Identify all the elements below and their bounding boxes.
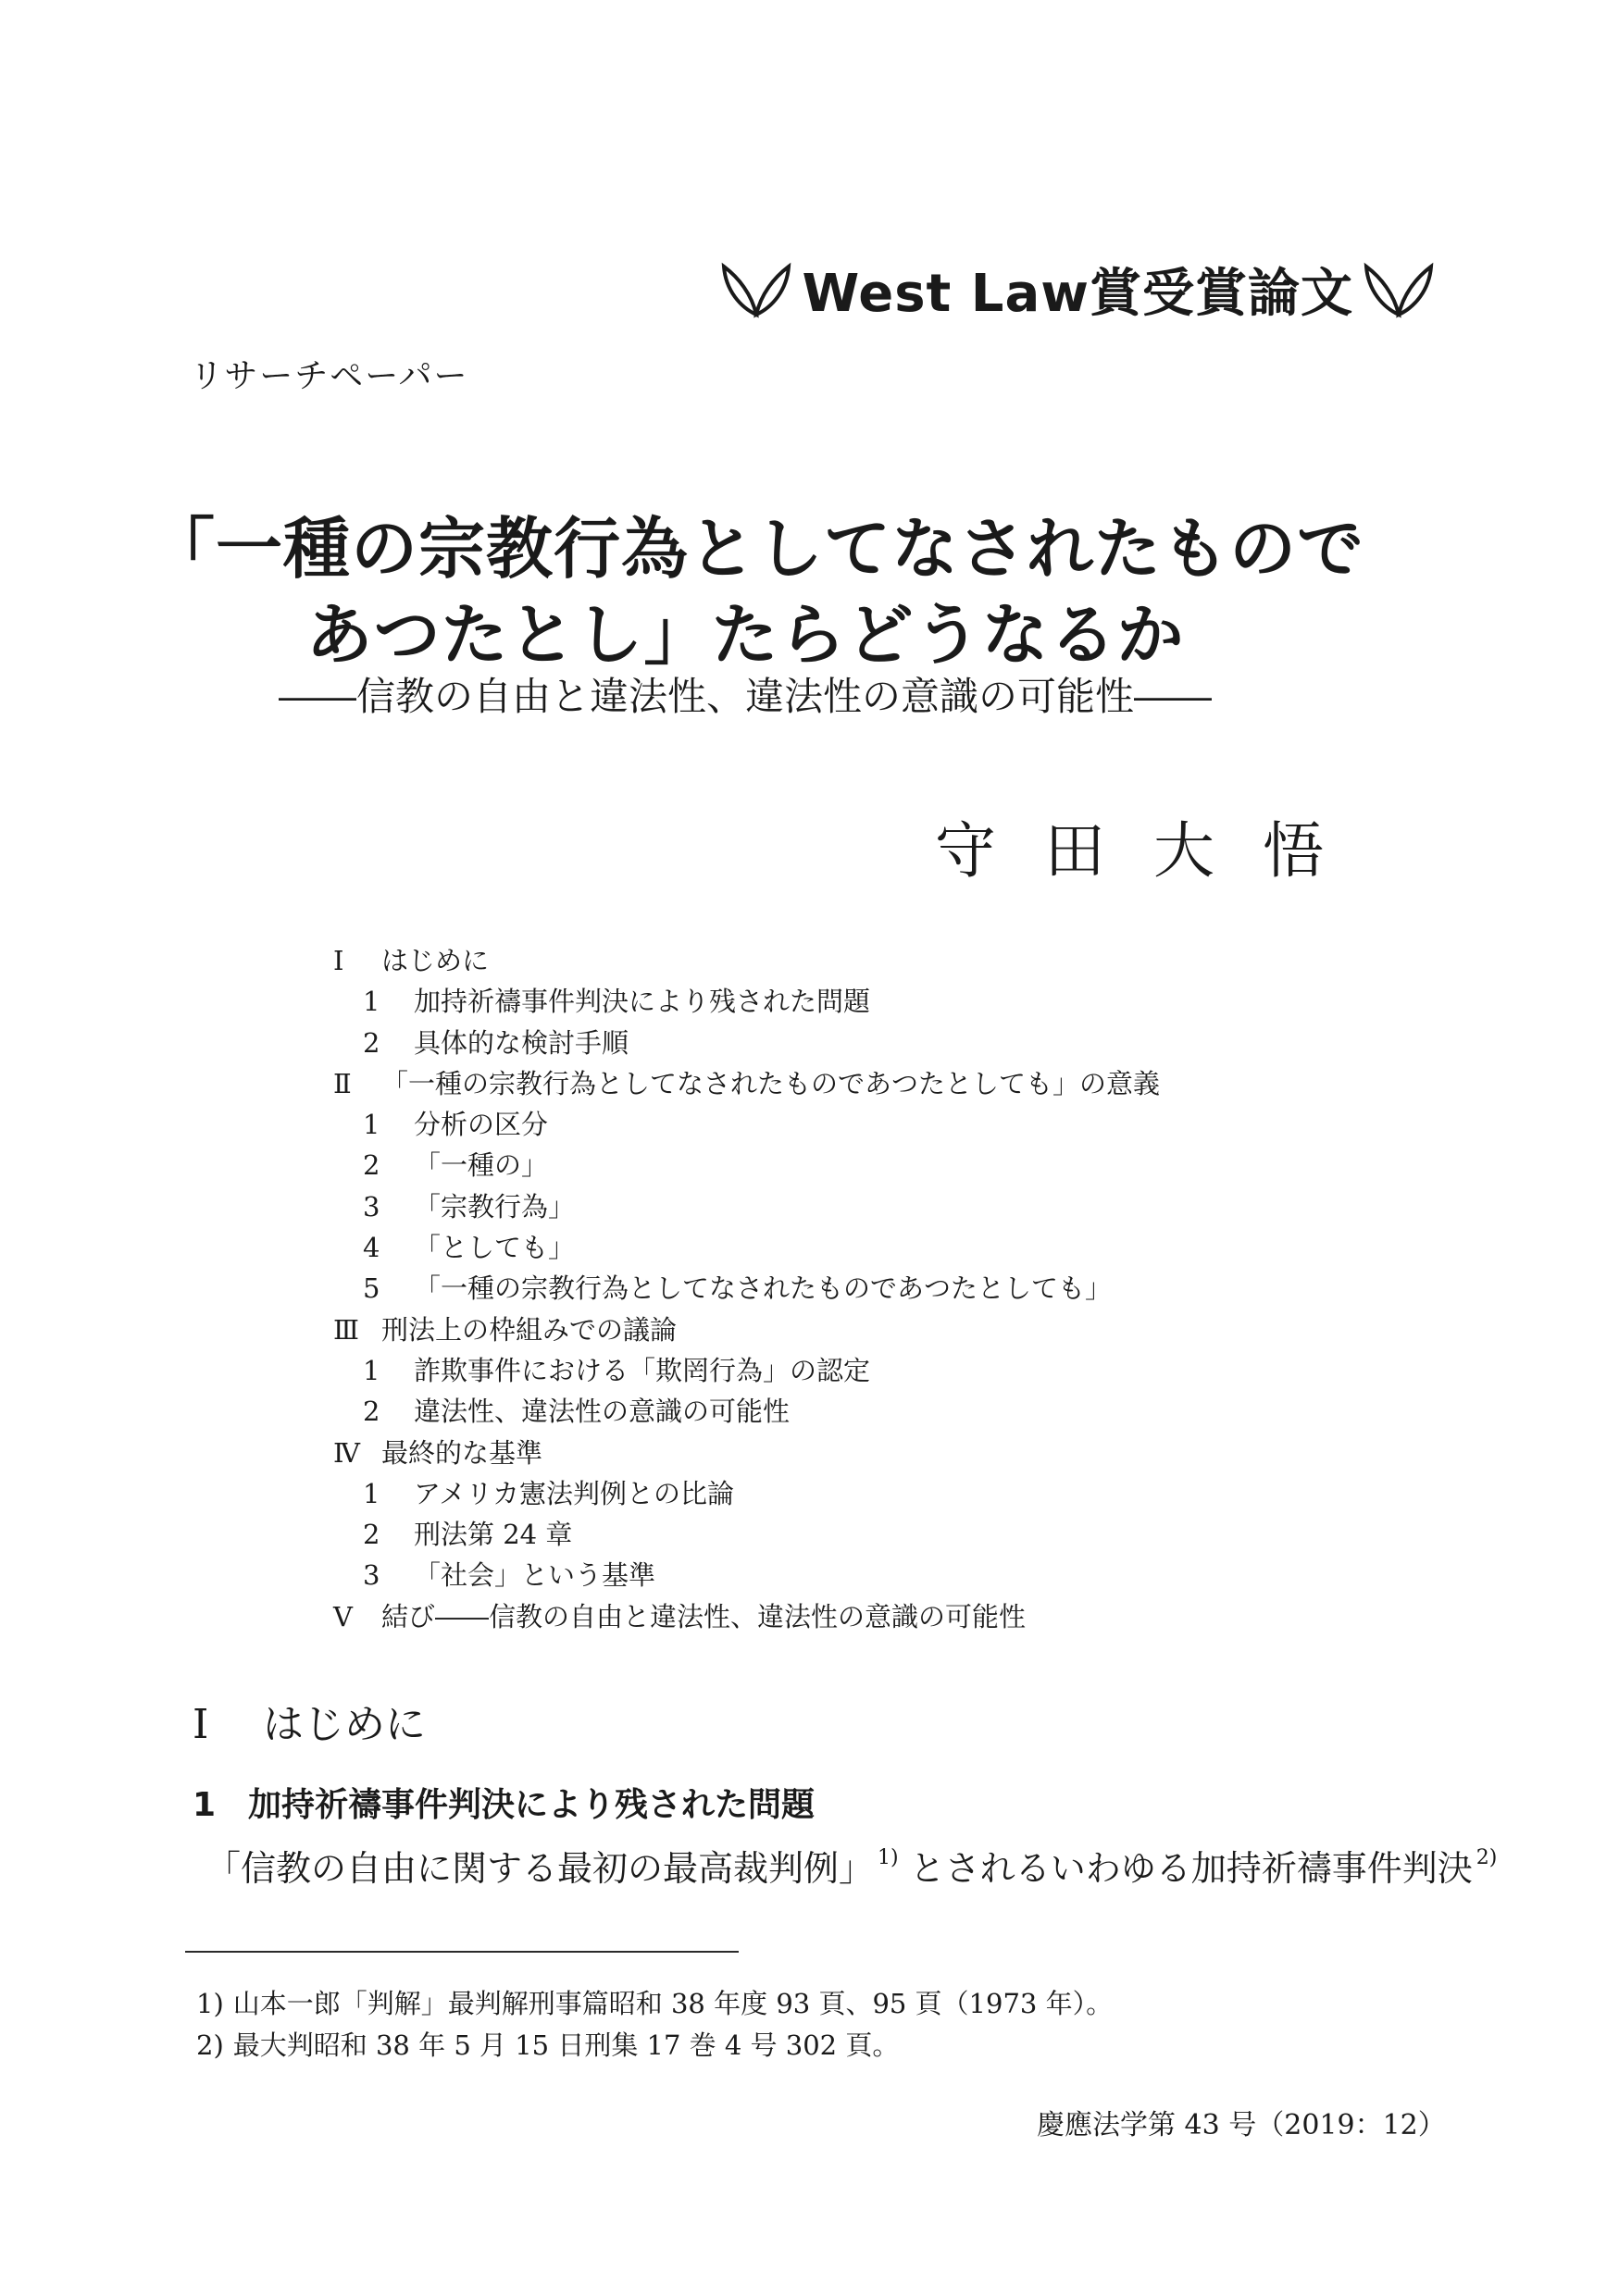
toc-item-label: 詐欺事件における「欺罔行為」の認定	[414, 1354, 871, 1386]
footnote-text: 最大判昭和 38 年 5 月 15 日刑集 17 巻 4 号 302 頁。	[232, 2029, 900, 2061]
leaf-ornament-right-icon	[1363, 261, 1435, 318]
footnote-ref[interactable]: 2)	[1476, 1846, 1498, 1869]
toc-item[interactable]	[333, 1023, 1259, 1063]
body-paragraph	[205, 1840, 1497, 1891]
toc-item[interactable]	[333, 1227, 1259, 1268]
footnote-ref[interactable]: 1)	[878, 1846, 899, 1869]
toc-item-number: Ⅰ	[333, 945, 344, 976]
body-text: とされるいわゆる加持祈禱事件判決	[909, 1848, 1473, 1889]
toc-item[interactable]	[333, 1104, 1259, 1145]
toc-item-label: 分析の区分	[414, 1109, 549, 1141]
toc-item-label: 「一種の」	[414, 1149, 549, 1182]
title-line-1: 「一種の宗教行為としてなされたもので	[148, 509, 1365, 588]
toc-item-label: 具体的な検討手順	[414, 1026, 629, 1059]
toc-item-label: アメリカ憲法判例との比論	[414, 1477, 734, 1509]
toc-item-number: 5	[363, 1272, 380, 1305]
toc-item-number: 3	[363, 1190, 380, 1222]
toc-item-label: 「社会」という基準	[414, 1559, 656, 1592]
leaf-ornament-left-icon	[720, 261, 792, 318]
title-line-2: あつたとし」たらどうなるか	[305, 595, 1185, 674]
toc-item-number: 2	[363, 1396, 380, 1428]
footnote	[196, 2025, 899, 2063]
toc-item-label: 「宗教行為」	[414, 1190, 576, 1222]
toc-item-label: 「一種の宗教行為としてなされたものであつたとしても」の意義	[381, 1067, 1161, 1099]
body-text: 「信教の自由に関する最初の最高裁判例」	[205, 1848, 875, 1889]
toc-item-number: 3	[363, 1559, 380, 1592]
toc-item-label: 刑法上の枠組みでの議論	[381, 1313, 678, 1346]
toc-item-number: 1	[363, 1477, 380, 1509]
toc-item-label: 刑法第 24 章	[414, 1519, 573, 1551]
subsection-title: 加持祈禱事件判決により残された問題	[248, 1786, 816, 1824]
toc-item[interactable]	[333, 1145, 1259, 1185]
toc-item-number: 4	[363, 1232, 380, 1264]
toc-item-label: 違法性、違法性の意識の可能性	[414, 1396, 791, 1428]
toc-item[interactable]	[333, 1063, 1259, 1104]
toc-item[interactable]	[333, 1473, 1259, 1514]
toc-item[interactable]	[333, 1555, 1259, 1595]
author-name: 守田大悟	[935, 815, 1372, 887]
section-number: Ⅰ	[193, 1701, 209, 1748]
toc-item-label: 「としても」	[414, 1232, 576, 1264]
section-title: はじめに	[263, 1701, 426, 1748]
toc-item-number: Ⅲ	[333, 1313, 359, 1346]
toc-item[interactable]	[333, 1268, 1259, 1309]
toc-item-number: 2	[363, 1149, 380, 1182]
toc-item-label: 結び――信教の自由と違法性、違法性の意識の可能性	[381, 1600, 1027, 1632]
toc-item[interactable]	[333, 981, 1259, 1022]
footnote-text: 山本一郎「判解」最判解刑事篇昭和 38 年度 93 頁、95 頁（1973 年）。	[232, 1988, 1114, 2019]
toc-item-label: 加持祈禱事件判決により残された問題	[414, 986, 871, 1018]
footnote	[196, 1983, 1113, 2021]
toc-item[interactable]	[333, 1596, 1259, 1637]
toc-item[interactable]	[333, 1350, 1259, 1391]
toc-item-number: 1	[363, 1109, 380, 1141]
toc-item[interactable]	[333, 1433, 1259, 1473]
toc-item[interactable]	[333, 940, 1259, 981]
footnote-mark: 1)	[196, 1988, 224, 2019]
toc-item-number: 2	[363, 1519, 380, 1551]
footnote-divider	[185, 1951, 739, 1953]
toc-item-number: 2	[363, 1026, 380, 1059]
award-text: West Law賞受賞論文	[802, 264, 1353, 324]
toc-item-number: Ⅱ	[333, 1067, 352, 1099]
toc-item[interactable]	[333, 1309, 1259, 1350]
footnote-mark: 2)	[196, 2029, 224, 2061]
toc-item-number: 1	[363, 1354, 380, 1386]
paper-type-label: リサーチペーパー	[190, 357, 469, 395]
subtitle: ――信教の自由と違法性、違法性の意識の可能性――	[278, 674, 1212, 719]
toc-item-label: 最終的な基準	[381, 1436, 543, 1469]
toc-item-number: Ⅳ	[333, 1436, 360, 1469]
award-banner	[787, 248, 1435, 331]
subsection-number: 1	[193, 1786, 217, 1824]
section-heading	[193, 1691, 426, 1750]
toc-item-label: 「一種の宗教行為としてなされたものであつたとしても」	[414, 1272, 1113, 1305]
toc-item-number: 1	[363, 986, 380, 1018]
toc-item[interactable]	[333, 1186, 1259, 1227]
toc-item[interactable]	[333, 1391, 1259, 1432]
journal-footer: 慶應法学第 43 号（2019：12）	[1037, 2109, 1446, 2141]
table-of-contents	[333, 940, 1259, 1637]
toc-item[interactable]	[333, 1514, 1259, 1555]
toc-item-number: Ⅴ	[333, 1600, 353, 1632]
subsection-heading	[193, 1779, 815, 1826]
toc-item-label: はじめに	[381, 945, 490, 976]
